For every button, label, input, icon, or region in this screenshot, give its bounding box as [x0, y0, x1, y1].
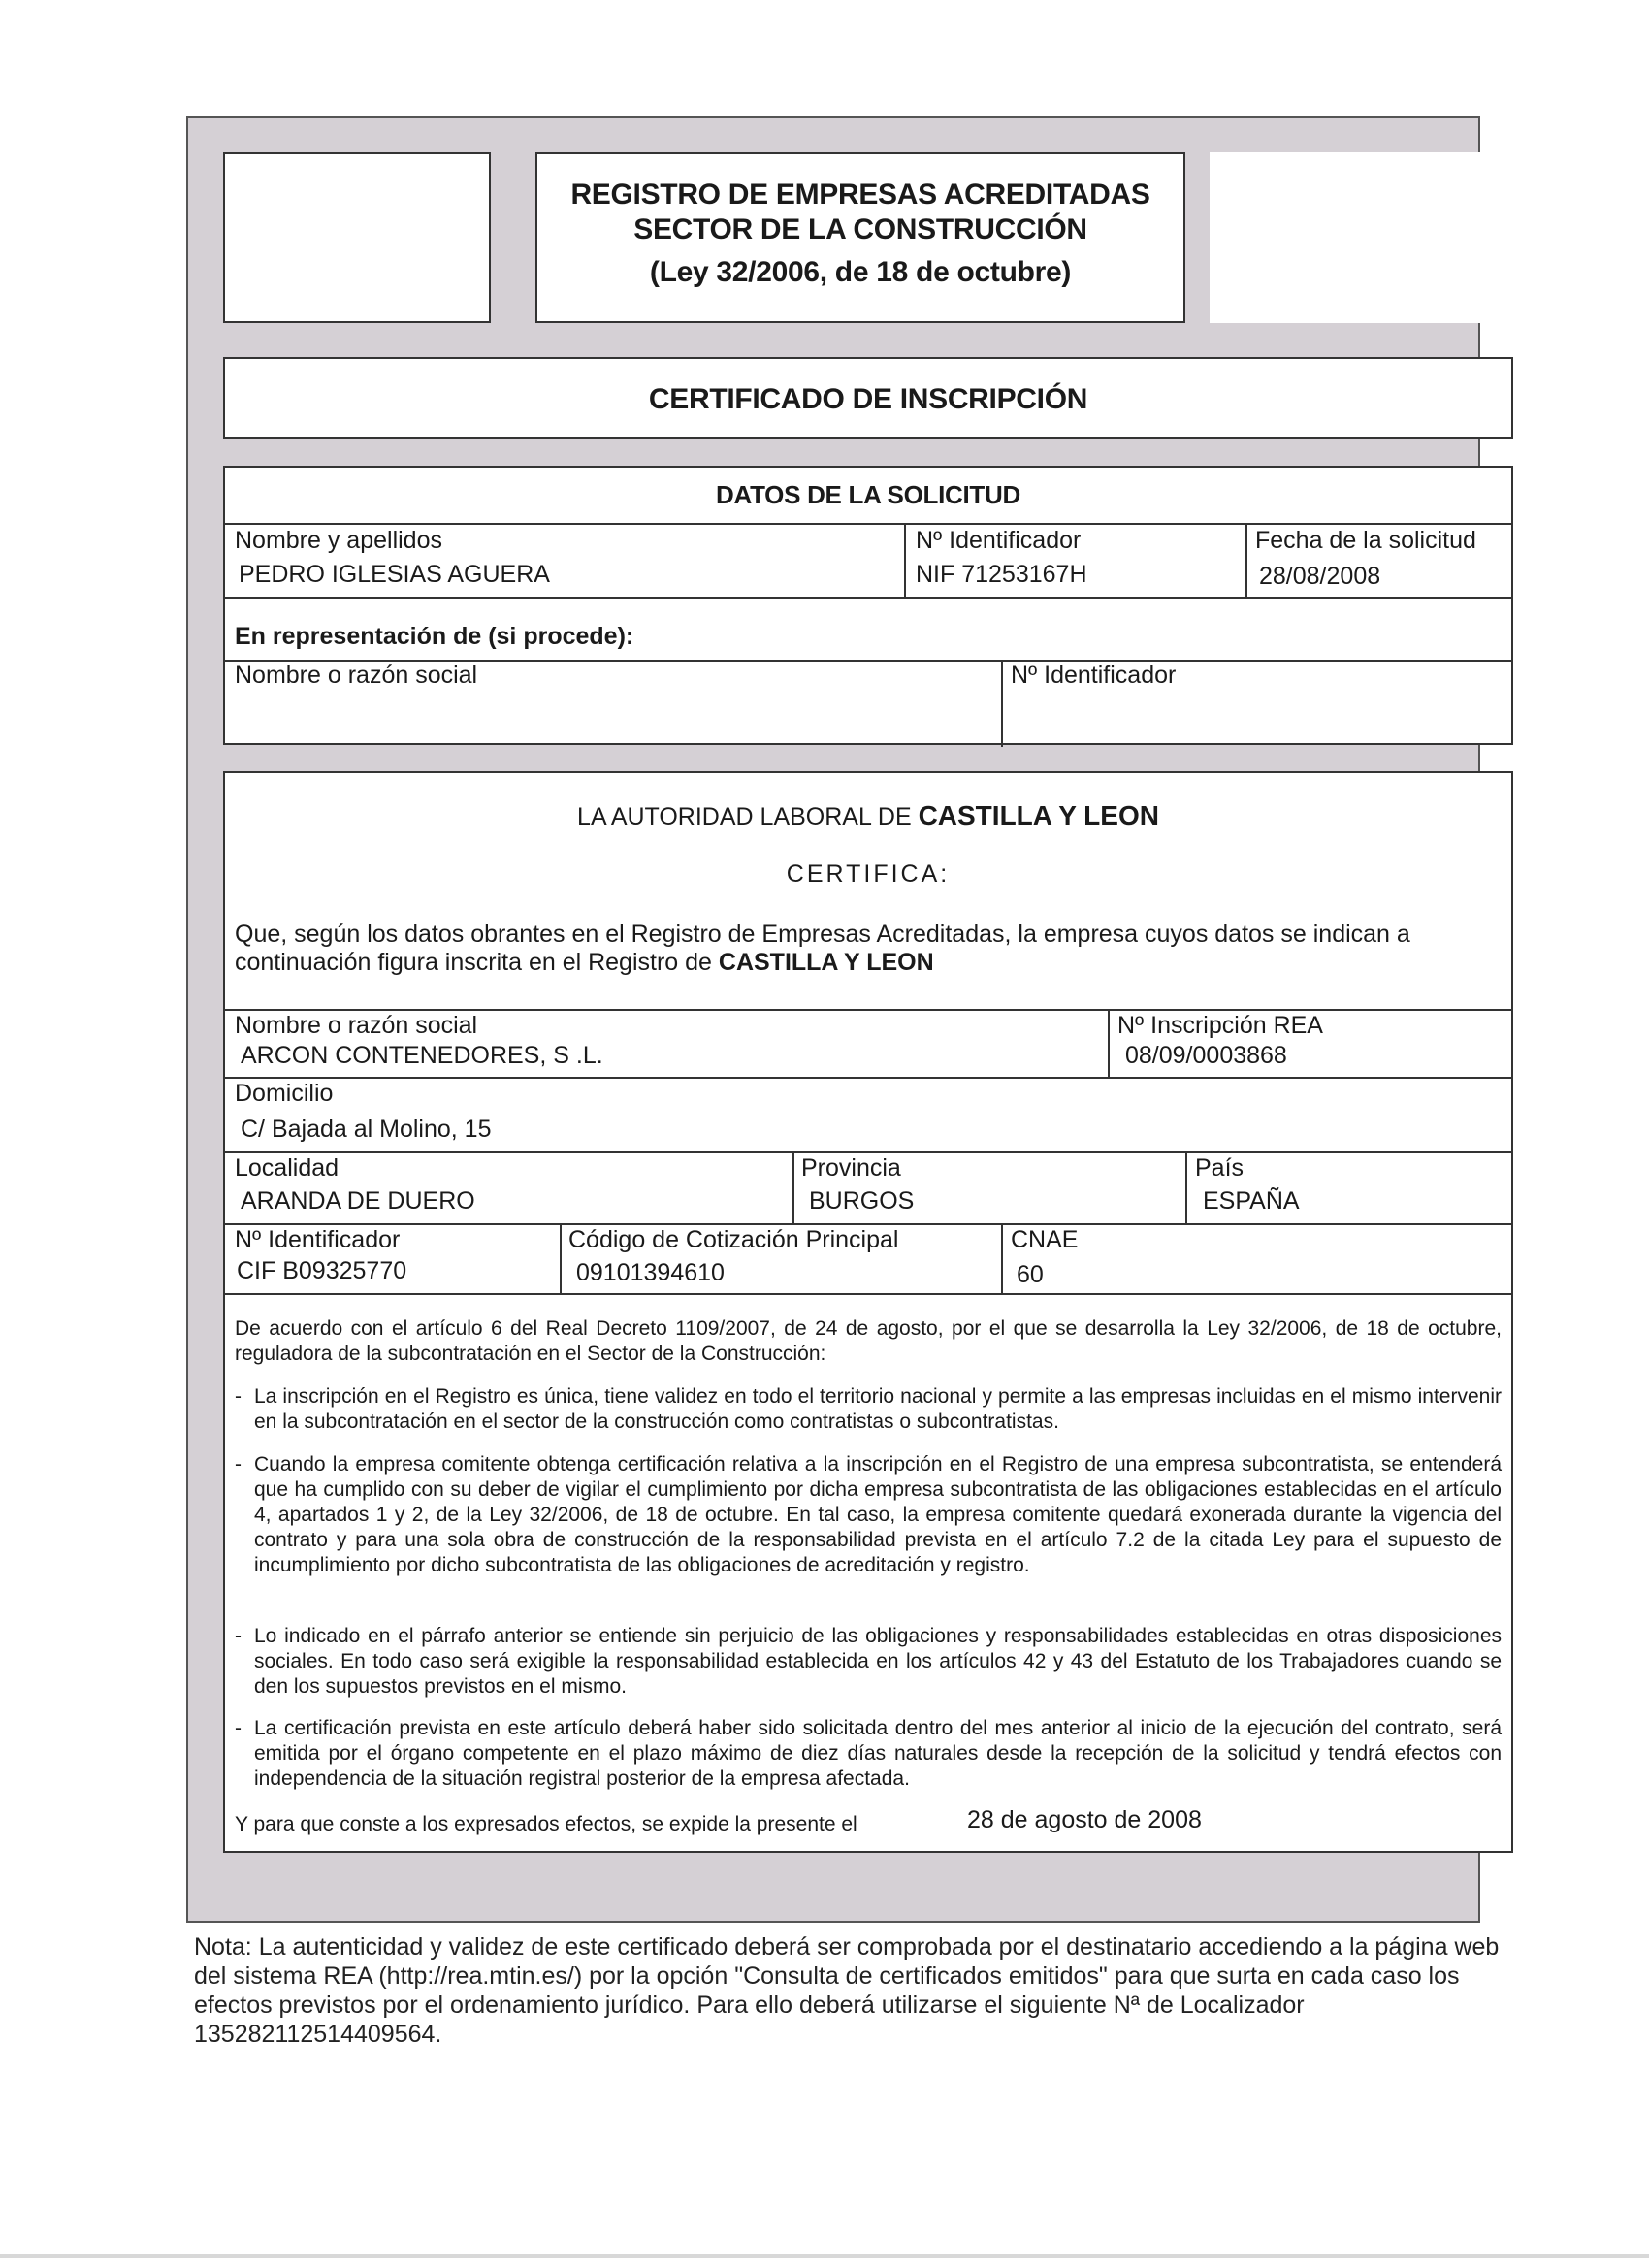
legal-bullet-2: - Cuando la empresa comitente obtenga certificación relativa a la inscripción en el Registro de una empresa subcontratista, se entenderá que ha cumplido con su deber de vigilar el cumplimiento por dicha empresa subcontratista de las obligaciones establecidas en el artículo 4, apartados 1 y 2, de la Ley 32/2006, de 18 de octubre. En tal caso, la empresa comitente quedará exonerada durante la vigencia del contrato y para una sola obra de construcción de la responsabilidad prevista en el artículo 7.2 de la citada Ley para el supuesto de incumplimiento por dicho subcontratista de las obligaciones de acreditación y registro.: [235, 1453, 1502, 1576]
authority-region: CASTILLA Y LEON: [918, 800, 1159, 830]
closing-text: Y para que conste a los expresados efectos, se expide la presente el: [235, 1813, 857, 1835]
rea-number-value: 08/09/0003868: [1125, 1042, 1287, 1069]
applicant-name-label: Nombre y apellidos: [235, 527, 442, 554]
domicilio-label: Domicilio: [235, 1080, 334, 1107]
provincia-label: Provincia: [801, 1154, 901, 1182]
rep-name-label: Nombre o razón social: [235, 662, 478, 689]
company-name-label: Nombre o razón social: [235, 1012, 478, 1039]
certificate-title: CERTIFICADO DE INSCRIPCIÓN: [648, 383, 1088, 415]
cnae-label: CNAE: [1011, 1226, 1079, 1253]
authority-prefix: LA AUTORIDAD LABORAL DE: [577, 803, 919, 830]
applicant-id-value: NIF 71253167H: [916, 561, 1087, 588]
header-line-3: (Ley 32/2006, de 18 de octubre): [649, 256, 1072, 288]
rea-number-label: Nº Inscripción REA: [1117, 1012, 1323, 1039]
codigo-cotizacion-label: Código de Cotización Principal: [568, 1226, 899, 1253]
legal-bullet-1-text: La inscripción en el Registro es única, tiene validez en todo el territorio nacional y permite a las empresas incluidas en el mismo intervenir en la subcontratación en el sector de la construcción como contratistas o subcontratistas.: [254, 1385, 1502, 1433]
codigo-cotizacion-value: 09101394610: [576, 1259, 725, 1286]
provincia-value: BURGOS: [809, 1187, 915, 1215]
scan-edge-line: [0, 2254, 1649, 2258]
request-date-label: Fecha de la solicitud: [1255, 527, 1476, 554]
header-line-2: SECTOR DE LA CONSTRUCCIÓN: [633, 213, 1087, 245]
header-title-box: [535, 152, 1185, 323]
legal-bullet-1: - La inscripción en el Registro es única, tiene validez en todo el territorio nacional y permite a las empresas incluidas en el mismo intervenir en la subcontratación en el sector de la construcción como contratistas o subcontratistas.: [235, 1385, 1502, 1433]
company-name-value: ARCON CONTENEDORES, S .L.: [241, 1042, 603, 1069]
rep-id-label: Nº Identificador: [1011, 662, 1177, 689]
solicitud-section: [223, 466, 1513, 745]
company-id-label: Nº Identificador: [235, 1226, 401, 1253]
verification-note: Nota: La autenticidad y validez de este certificado deberá ser comprobada por el destinatario accediendo a la página web del sistema REA (http://rea.mtin.es/) por la opción "Consulta de certificados emitidos" para que surta en cada caso los efectos previstos por el ordenamiento jurídico. Para ello deberá utilizarse el siguiente Nª de Localizador 135282112514409564.: [194, 1933, 1500, 2048]
applicant-name-value: PEDRO IGLESIAS AGUERA: [239, 561, 550, 588]
legal-bullet-2-text: Cuando la empresa comitente obtenga certificación relativa a la inscripción en el Registro de una empresa subcontratista, se entenderá que ha cumplido con su deber de vigilar el cumplimiento por dicha empresa subcontratista de las obligaciones establecidas en el artículo 4, apartados 1 y 2, de la Ley 32/2006, de 18 de octubre. En tal caso, la empresa comitente quedará exonerada durante la vigencia del contrato y para una sola obra de construcción de la responsabilidad prevista en el artículo 7.2 de la citada Ley para el supuesto de incumplimiento por dicho subcontratista de las obligaciones de acreditación y registro.: [254, 1453, 1502, 1576]
pais-label: País: [1195, 1154, 1245, 1182]
logo-right-box: [1210, 152, 1513, 323]
legal-bullet-4-text: La certificación prevista en este artículo deberá haber sido solicitada dentro del mes anterior al inicio de la ejecución del contrato, será emitida por el órgano competente en el plazo máximo de diez días naturales desde la recepción de la solicitud y tendrá efectos con independencia de la situación registral posterior de la empresa afectada.: [254, 1717, 1502, 1790]
localidad-value: ARANDA DE DUERO: [241, 1187, 475, 1215]
certificate-title-box: [223, 357, 1513, 439]
company-id-value: CIF B09325770: [237, 1257, 407, 1284]
pais-value: ESPAÑA: [1203, 1187, 1300, 1215]
legal-bullet-4: - La certificación prevista en este artículo deberá haber sido solicitada dentro del mes anterior al inicio de la ejecución del contrato, será emitida por el órgano competente en el plazo máximo de diez días naturales desde la recepción de la solicitud y tendrá efectos con independencia de la situación registral posterior de la empresa afectada.: [235, 1717, 1502, 1790]
localidad-label: Localidad: [235, 1154, 340, 1182]
legal-intro: De acuerdo con el artículo 6 del Real Decreto 1109/2007, de 24 de agosto, por el que se desarrolla la Ley 32/2006, de 18 de octubre, reguladora de la subcontratación en el Sector de la Construcción:: [235, 1317, 1502, 1365]
certifica-word: CERTIFICA:: [786, 860, 951, 888]
authority-line: [225, 800, 1511, 831]
legal-bullet-3-text: Lo indicado en el párrafo anterior se entiende sin perjuicio de las obligaciones y responsabilidades establecidas en otras disposiciones sociales. En todo caso será exigible la responsabilidad establecida en los artículos 42 y 43 del Estatuto de los Trabajadores cuando se den los supuestos previstos en el mismo.: [254, 1625, 1502, 1698]
certifica-section: [223, 771, 1513, 1853]
solicitud-section-title: DATOS DE LA SOLICITUD: [716, 480, 1020, 509]
logo-left-box: [223, 152, 491, 323]
legal-bullet-3: - Lo indicado en el párrafo anterior se entiende sin perjuicio de las obligaciones y responsabilidades establecidas en otras disposiciones sociales. En todo caso será exigible la responsabilidad establecida en los artículos 42 y 43 del Estatuto de los Trabajadores cuando se den los supuestos previstos en el mismo.: [235, 1625, 1502, 1698]
request-date-value: 28/08/2008: [1259, 563, 1381, 590]
applicant-id-label: Nº Identificador: [916, 527, 1082, 554]
closing-date: 28 de agosto de 2008: [967, 1806, 1202, 1833]
representation-label: En representación de (si procede):: [235, 623, 634, 650]
domicilio-value: C/ Bajada al Molino, 15: [241, 1116, 492, 1143]
header-line-1: REGISTRO DE EMPRESAS ACREDITADAS: [570, 178, 1150, 211]
certifica-intro: [235, 921, 1502, 977]
certifica-intro-region: CASTILLA Y LEON: [718, 949, 934, 976]
cnae-value: 60: [1017, 1261, 1044, 1288]
certifica-intro-text: Que, según los datos obrantes en el Registro de Empresas Acreditadas, la empresa cuyos datos se indican a continuación figura inscrita en el Registro de: [235, 921, 1410, 976]
closing-line: [235, 1811, 857, 1838]
